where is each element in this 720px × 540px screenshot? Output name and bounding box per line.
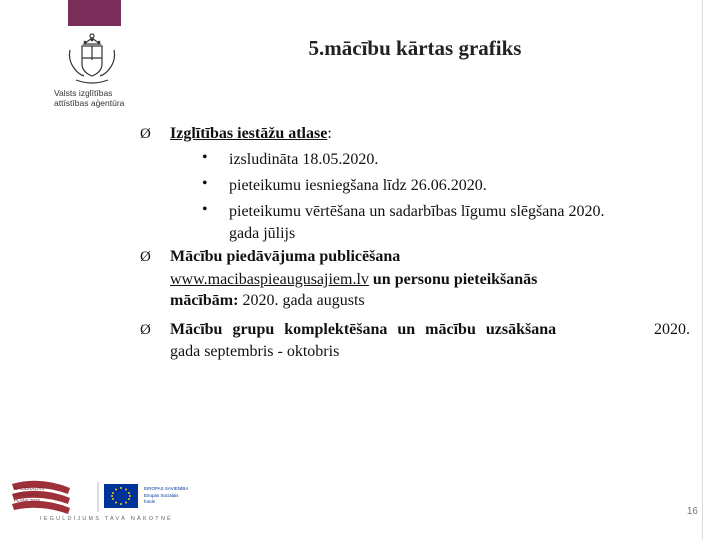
section2-line3 (170, 290, 365, 311)
agency-name-line2: attīstības aģentūra (54, 98, 125, 108)
eu-text-line3: fonds (144, 499, 156, 504)
bullet-icon: • (202, 201, 208, 218)
footer-caption: IEGULDĪJUMS TAVĀ NĀKOTNĒ (40, 516, 173, 522)
section1-bullet-2: pieteikumu iesniegšana līdz 26.06.2020. (229, 177, 487, 194)
partner-text-line1: NACIONĀLAIS (14, 486, 45, 491)
section3-line1 (170, 319, 690, 340)
section1-label: Izglītības iestāžu atlase (170, 125, 328, 142)
agency-name-line1: Valsts izglītības (54, 88, 113, 98)
section3-date-start: 2020. (654, 321, 690, 338)
section2-label2: mācībām: (170, 292, 239, 309)
page-number: 16 (686, 506, 698, 517)
slide-title: 5.mācību kārtas grafiks (308, 36, 522, 60)
coat-of-arms-logo (62, 30, 122, 86)
section3-label: Mācību grupu komplektēšana un mācību uzsākšana (170, 321, 557, 338)
section1-heading (170, 123, 332, 144)
top-accent-bar (68, 0, 121, 26)
section3-date-end: gada septembris - oktobris (170, 343, 340, 360)
section2-date: 2020. gada augusts (238, 292, 365, 309)
nap-logo (12, 481, 70, 514)
partner-text-line2: ATTĪSTĪBAS (14, 492, 40, 497)
footer-logos (10, 478, 210, 520)
partner-text-line3: PLĀNS 2020 (14, 498, 41, 503)
section2-line2 (170, 269, 630, 290)
website-link[interactable]: www.macibaspieaugusajiem.lv (170, 271, 369, 288)
agency-name (54, 88, 138, 108)
arrow-bullet-icon: Ø (140, 126, 151, 142)
section2-label: Mācību piedāvājuma publicēšana (170, 248, 401, 265)
right-border-line (702, 0, 703, 540)
arrow-bullet-icon: Ø (140, 249, 151, 265)
arrow-bullet-icon: Ø (140, 322, 151, 338)
bullet-icon: • (202, 149, 208, 166)
section2-mid: un personu pieteikšanās (368, 271, 538, 288)
eu-flag-logo (104, 484, 188, 508)
section1-bullet-1: izsludināta 18.05.2020. (229, 151, 379, 168)
eu-text-line2: Eiropas Sociālais (144, 493, 179, 498)
section1-bullet-3-cont: gada jūlijs (229, 225, 296, 242)
eu-text-line1: EIROPAS SAVIENĪBA (144, 486, 189, 491)
section1-bullet-3: pieteikumu vērtēšana un sadarbības līgumu slēgšana 2020. (229, 203, 605, 220)
section1-suffix: : (327, 125, 332, 142)
bullet-icon: • (202, 175, 208, 192)
